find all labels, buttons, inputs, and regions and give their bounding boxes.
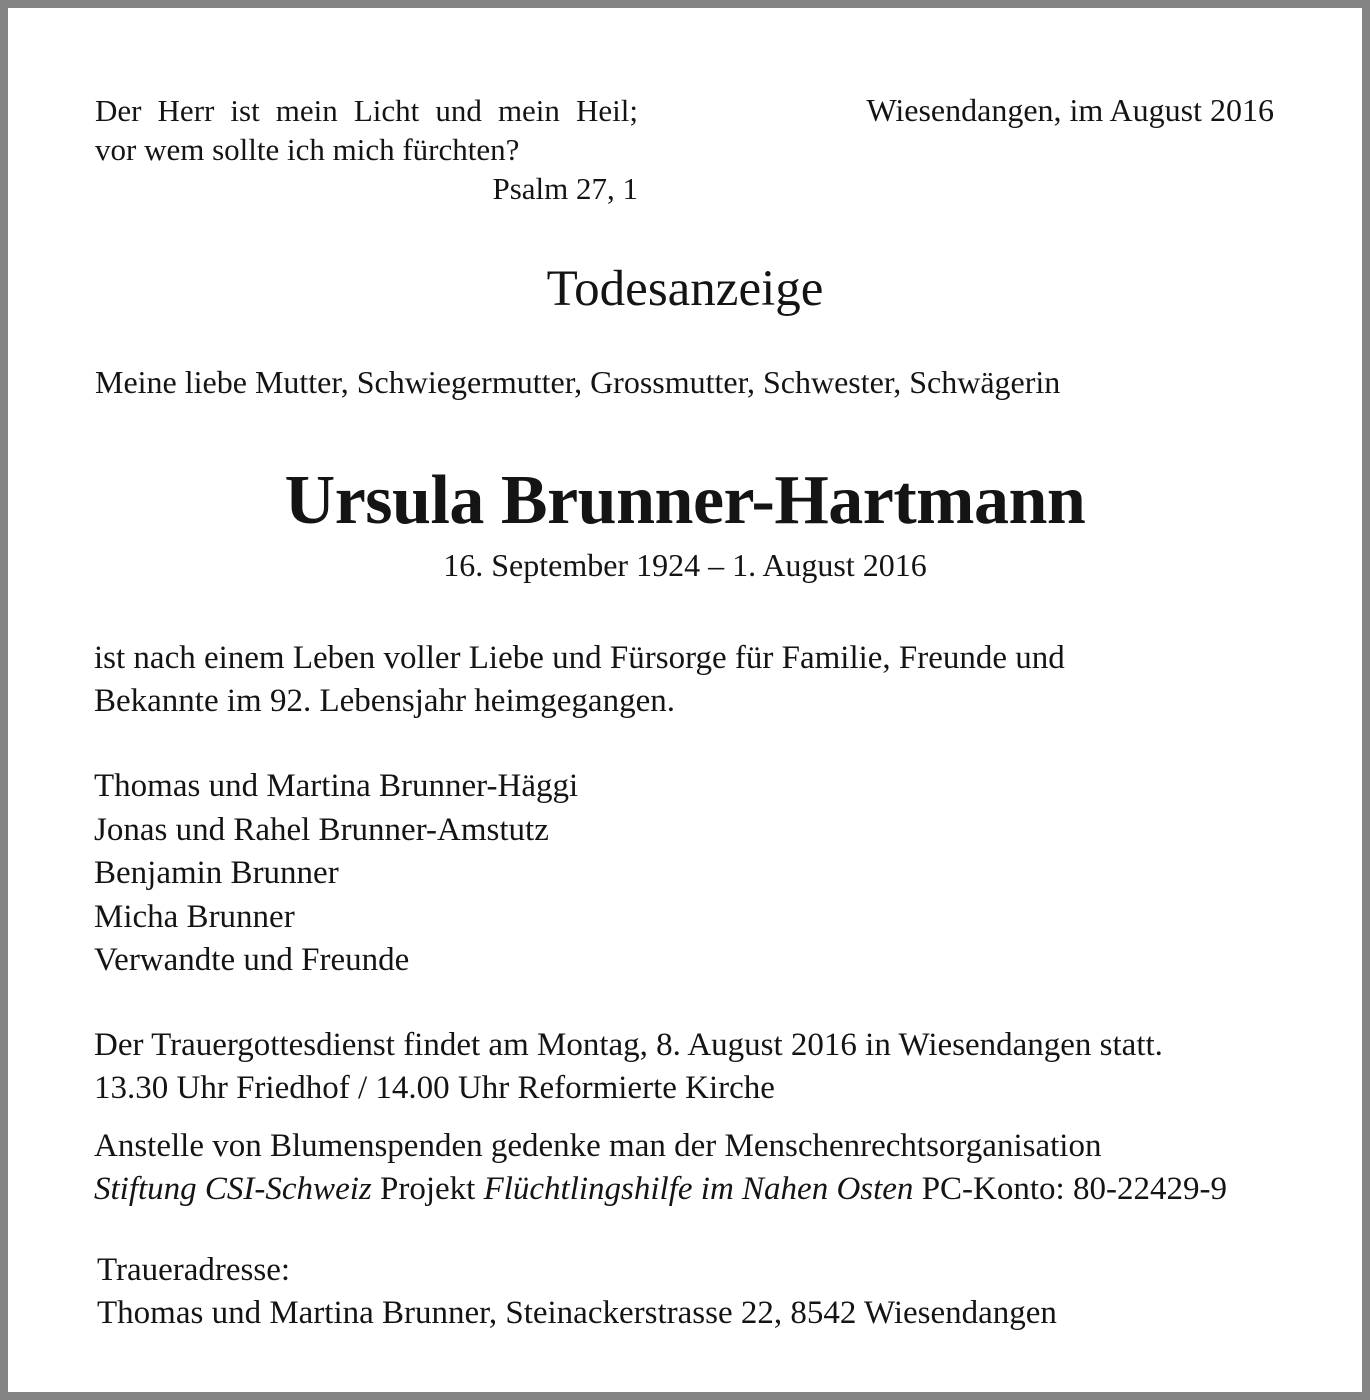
deceased-name: Ursula Brunner-Hartmann — [284, 462, 1086, 539]
announcement-line-1: ist nach einem Leben voller Liebe und Fürsorge für Familie, Freunde und — [94, 640, 1065, 676]
service-line-2: 13.30 Uhr Friedhof / 14.00 Uhr Reformierte Kirche — [94, 1070, 775, 1106]
mourners-list — [94, 765, 578, 983]
life-dates: 16. September 1924 – 1. August 2016 — [443, 547, 927, 583]
mourner-item: Jonas und Rahel Brunner-Amstutz — [94, 811, 549, 848]
donation-info — [94, 1125, 1227, 1211]
donation-line-2 — [94, 1168, 1227, 1211]
donation-project-label: Projekt — [379, 1171, 476, 1207]
mourner-item: Verwandte und Freunde — [94, 942, 410, 978]
announcement-text — [94, 637, 1065, 723]
notice-heading: Todesanzeige — [546, 261, 824, 317]
mourner-item: Benjamin Brunner — [94, 855, 339, 891]
donation-line-1: Anstelle von Blumenspenden gedenke man der Menschenrechtsorganisation — [94, 1128, 1102, 1164]
donation-project: Flüchtlingshilfe im Nahen Osten — [483, 1171, 914, 1207]
mourner-item: Micha Brunner — [94, 898, 295, 935]
verse-reference: Psalm 27, 1 — [492, 171, 638, 206]
verse-line-2: vor wem sollte ich mich fürchten? — [95, 132, 520, 167]
donation-organisation: Stiftung CSI-Schweiz — [94, 1171, 372, 1207]
intro-relations: Meine liebe Mutter, Schwiegermutter, Grossmutter, Schwester, Schwägerin — [95, 364, 1061, 400]
donation-account: PC-Konto: 80-22429-9 — [921, 1171, 1227, 1207]
bible-verse — [95, 91, 638, 208]
mourner-item: Thomas und Martina Brunner-Häggi — [94, 768, 579, 804]
address-value: Thomas und Martina Brunner, Steinackerstrasse 22, 8542 Wiesendangen — [97, 1295, 1057, 1331]
mourning-address — [97, 1249, 1057, 1335]
address-label: Traueradresse: — [97, 1252, 291, 1288]
verse-line-1: Der Herr ist mein Licht und mein Heil; — [95, 93, 638, 128]
announcement-line-2: Bekannte im 92. Lebensjahr heimgegangen. — [94, 683, 675, 719]
place-date: Wiesendangen, im August 2016 — [866, 92, 1274, 128]
funeral-service-info — [94, 1024, 1163, 1110]
service-line-1: Der Trauergottesdienst findet am Montag, 8. August 2016 in Wiesendangen statt. — [94, 1027, 1163, 1063]
